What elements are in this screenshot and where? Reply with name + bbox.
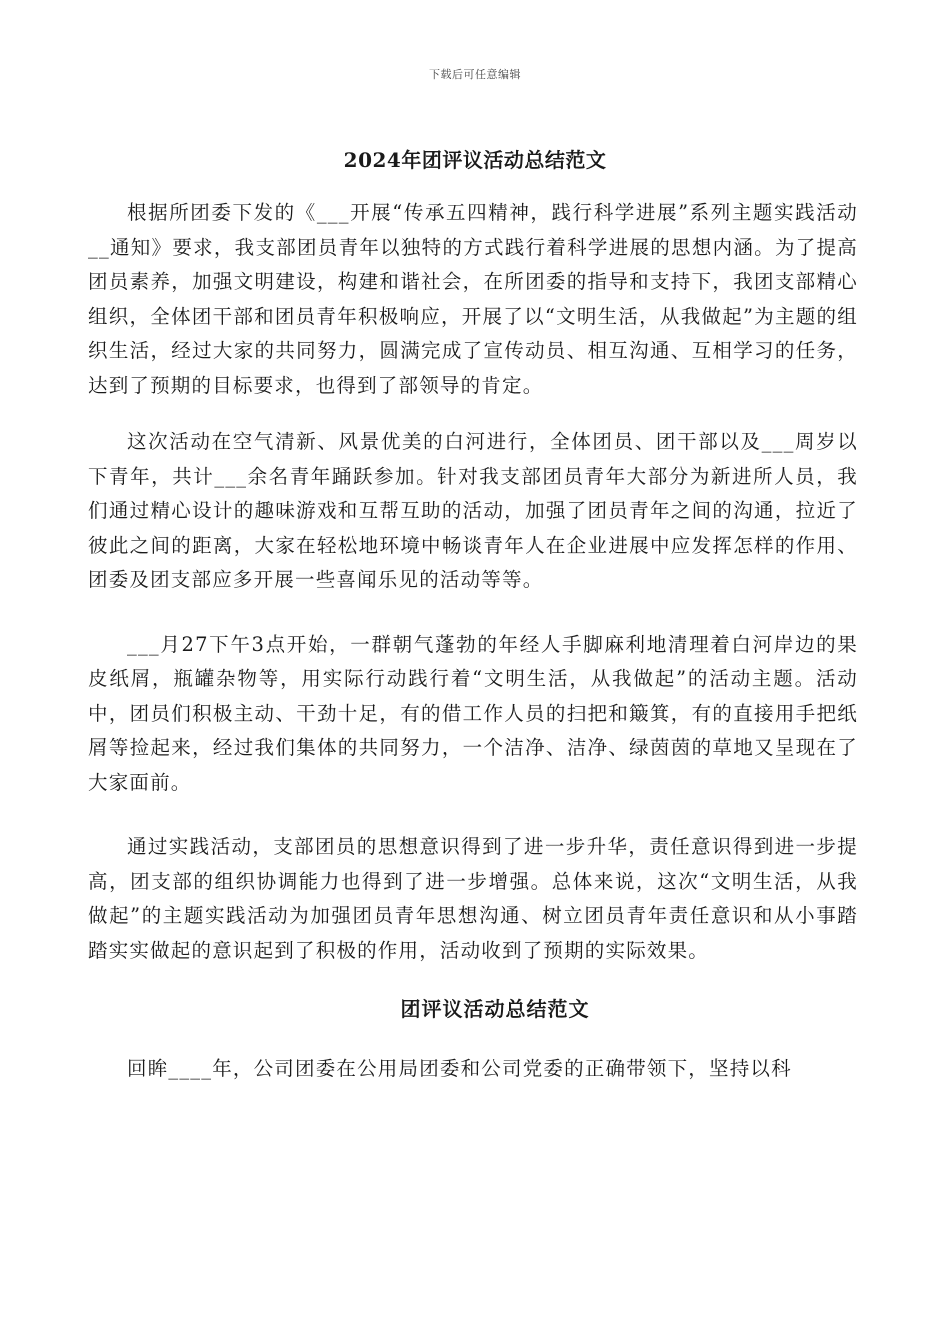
document-body — [88, 196, 858, 1087]
paragraph-2: 这次活动在空气清新、风景优美的白河进行，全体团员、团干部以及___周岁以下青年，共计___余名青年踊跃参加。针对我支部团员青年大部分为新进所人员，我们通过精心设计的趣味游戏和互帮互助的活动，加强了团员青年之间的沟通，拉近了彼此之间的距离，大家在轻松地环境中畅谈青年人在企业进展中应发挥怎样的作用、团委及团支部应多开展一些喜闻乐见的活动等等。 — [88, 430, 858, 591]
paragraph-4: 通过实践活动，支部团员的思想意识得到了进一步升华，责任意识得到进一步提高，团支部的组织协调能力也得到了进一步增强。总体来说，这次“文明生活，从我做起”的主题实践活动为加强团员青年思想沟通、树立团员青年责任意识和从小事踏踏实实做起的意识起到了积极的作用，活动收到了预期的实际效果。 — [88, 835, 858, 962]
header-note: 下载后可任意编辑 — [429, 68, 521, 81]
section-paragraph: 回眸____年，公司团委在公用局团委和公司党委的正确带领下，坚持以科 — [127, 1057, 792, 1080]
paragraph-1: 根据所团委下发的《___开展“传承五四精神，践行科学进展”系列主题实践活动__通知》要求，我支部团员青年以独特的方式践行着科学进展的思想内涵。为了提高团员素养，加强文明建设，构建和谐社会，在所团委的指导和支持下，我团支部精心组织，全体团干部和团员青年积极响应，开展了以“文明生活，从我做起”为主题的组织生活，经过大家的共同努力，圆满完成了宣传动员、相互沟通、互相学习的任务，达到了预期的目标要求，也得到了部领导的肯定。 — [88, 201, 858, 397]
document-title: 2024年团评议活动总结范文 — [343, 148, 607, 172]
paragraph-3: ___月27下午3点开始，一群朝气蓬勃的年经人手脚麻利地清理着白河岸边的果皮纸屑，瓶罐杂物等，用实际行动践行着“文明生活，从我做起”的活动主题。活动中，团员们积极主动、干劲十足，有的借工作人员的扫把和簸箕，有的直接用手把纸屑等捡起来，经过我们集体的共同努力，一个洁净、洁净、绿茵茵的草地又呈现在了大家面前。 — [88, 632, 858, 794]
section-title: 团评议活动总结范文 — [400, 997, 590, 1021]
